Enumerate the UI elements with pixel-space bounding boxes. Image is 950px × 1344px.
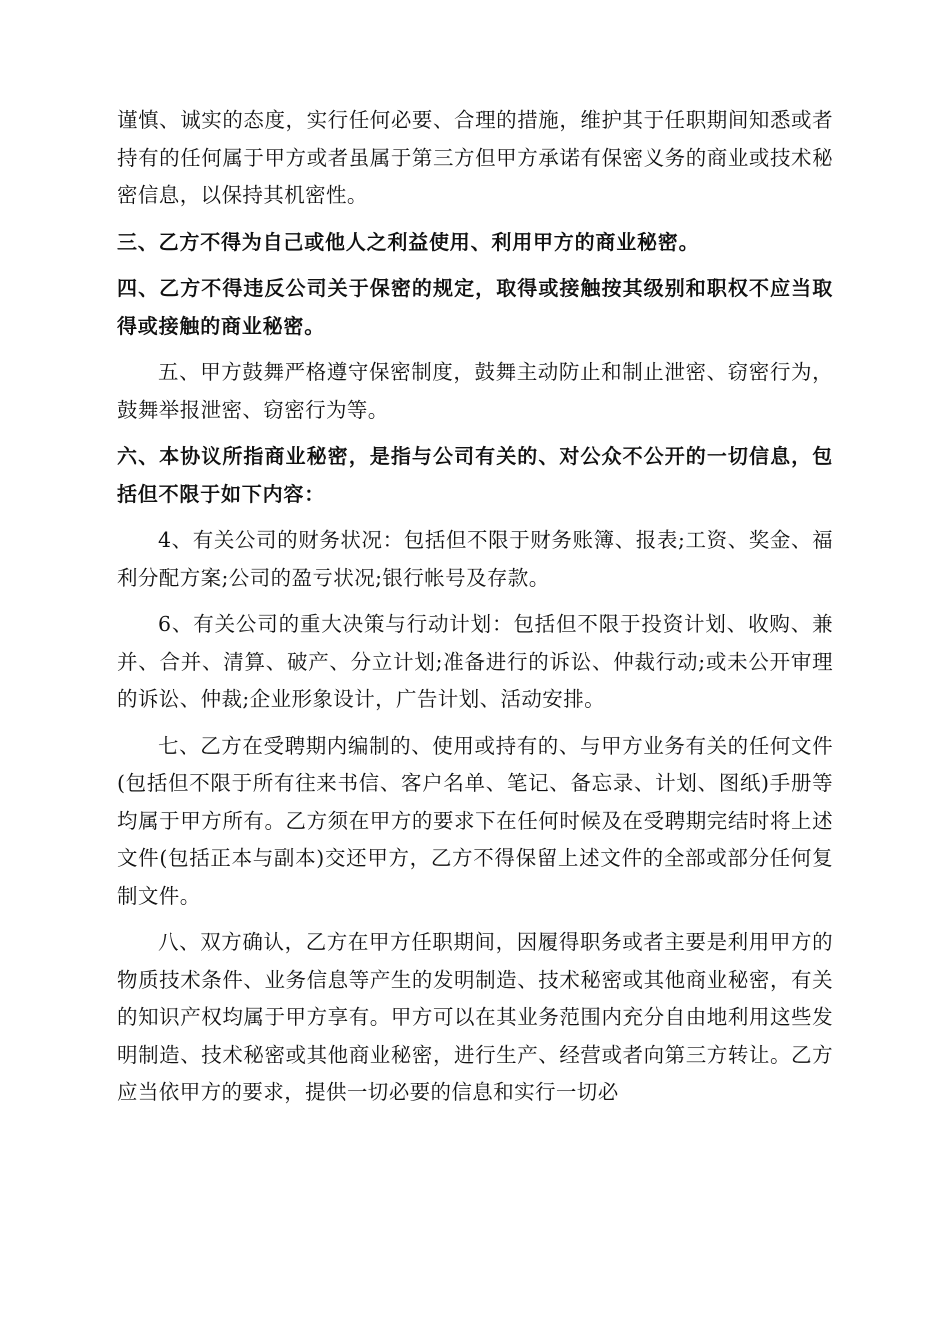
clause-5-paragraph: 五、甲方鼓舞严格遵守保密制度，鼓舞主动防止和制止泄密、窃密行为，鼓舞举报泄密、窃密行为等。	[117, 360, 833, 422]
item-4-paragraph: 4、有关公司的财务状况：包括但不限于财务账簿、报表;工资、奖金、福利分配方案;公司的盈亏状况;银行帐号及存款。	[117, 528, 833, 590]
clause-3-heading: 三、乙方不得为自己或他人之利益使用、利用甲方的商业秘密。	[117, 229, 700, 254]
clause-6-heading: 六、本协议所指商业秘密，是指与公司有关的、对公众不公开的一切信息，包括但不限于如下内容：	[117, 444, 833, 506]
clause-7-paragraph: 七、乙方在受聘期内编制的、使用或持有的、与甲方业务有关的任何文件(包括但不限于所有往来书信、客户名单、笔记、备忘录、计划、图纸)手册等均属于甲方所有。乙方须在甲方的要求下在任何时候及在受聘期完结时将上述文件(包括正本与副本)交还甲方，乙方不得保留上述文件的全部或部分任何复制文件。	[117, 733, 833, 908]
clause-4-heading: 四、乙方不得违反公司关于保密的规定，取得或接触按其级别和职权不应当取得或接触的商业秘密。	[117, 276, 833, 338]
document-page	[117, 102, 833, 1121]
item-6-paragraph: 6、有关公司的重大决策与行动计划：包括但不限于投资计划、收购、兼并、合并、清算、破产、分立计划;准备进行的诉讼、仲裁行动;或未公开审理的诉讼、仲裁;企业形象设计，广告计划、活动安排。	[117, 612, 833, 711]
paragraph-continuation: 谨慎、诚实的态度，实行任何必要、合理的措施，维护其于任职期间知悉或者持有的任何属于甲方或者虽属于第三方但甲方承诺有保密义务的商业或技术秘密信息，以保持其机密性。	[117, 108, 833, 207]
clause-8-paragraph: 八、双方确认，乙方在甲方任职期间，因履得职务或者主要是利用甲方的物质技术条件、业务信息等产生的发明制造、技术秘密或其他商业秘密，有关的知识产权均属于甲方享有。甲方可以在其业务范围内充分自由地利用这些发明制造、技术秘密或其他商业秘密，进行生产、经营或者向第三方转让。乙方应当依甲方的要求，提供一切必要的信息和实行一切必	[117, 930, 833, 1104]
